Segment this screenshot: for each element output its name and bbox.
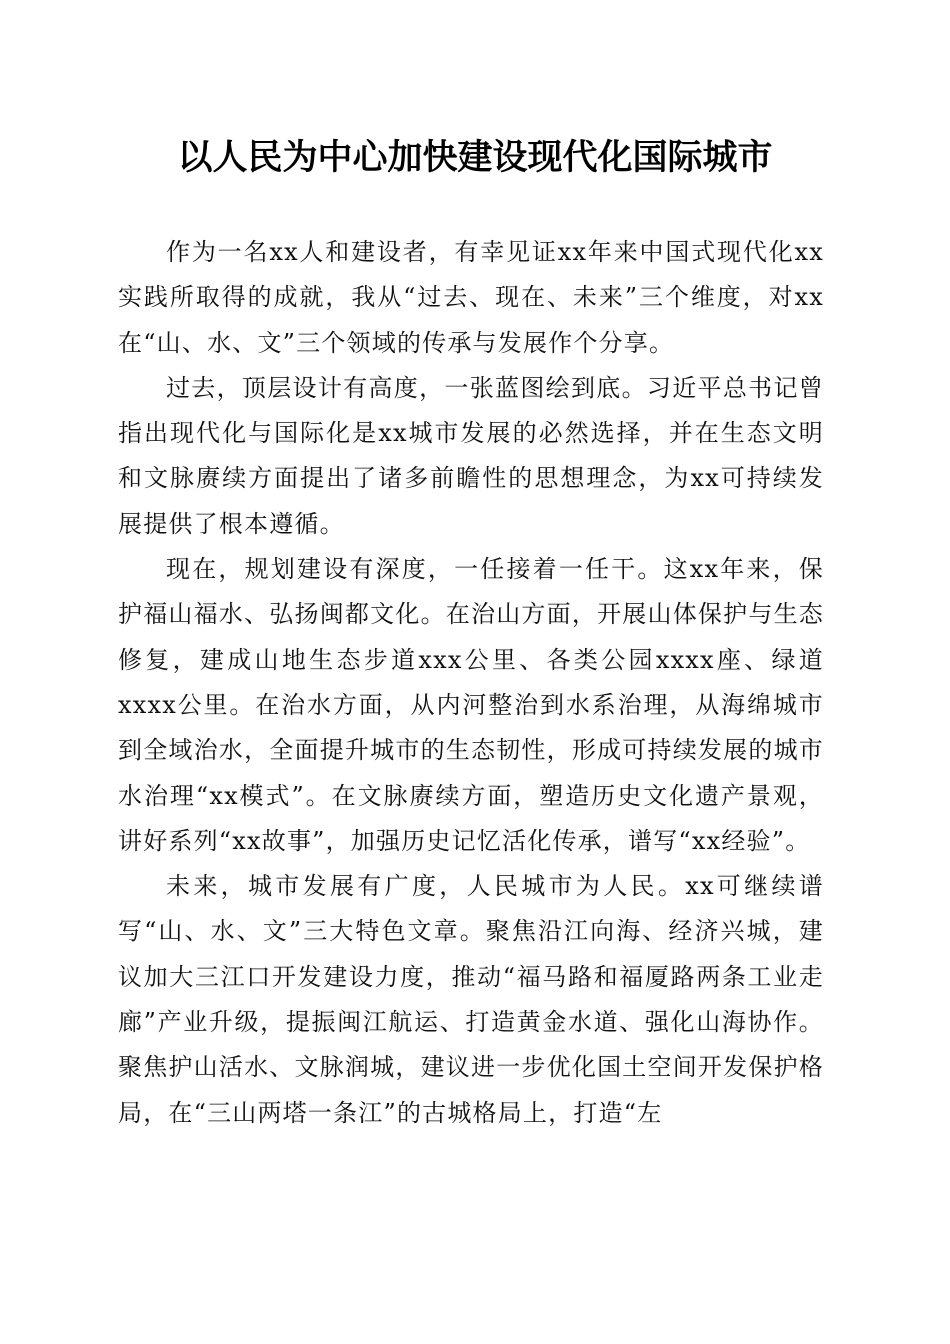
paragraph-intro: 作为一名xx人和建设者，有幸见证xx年来中国式现代化xx实践所取得的成就，我从“过去、现在、未来”三个维度，对xx在“山、水、文”三个领域的传承与发展作个分享。 xyxy=(118,238,824,357)
paragraph-past: 过去，顶层设计有高度，一张蓝图绘到底。习近平总书记曾指出现代化与国际化是xx城市发展的必然选择，并在生态文明和文脉赓续方面提出了诸多前瞻性的思想理念，为xx可持续发展提供了根本遵循。 xyxy=(118,373,824,538)
paragraph-present: 现在，规划建设有深度，一任接着一任干。这xx年来，保护福山福水、弘扬闽都文化。在治山方面，开展山体保护与生态修复，建成山地生态步道xxx公里、各类公园xxxx座、绿道xxxx公里。在治水方面，从内河整治到水系治理，从海绵城市到全域治水，全面提升城市的生态韧性，形成可持续发展的城市水治理“xx模式”。在文脉赓续方面，塑造历史文化遗产景观，讲好系列“xx故事”，加强历史记忆活化传承，谱写“xx经验”。 xyxy=(118,555,824,855)
document-title: 以人民为中心加快建设现代化国际城市 xyxy=(177,137,773,178)
paragraph-future: 未来，城市发展有广度，人民城市为人民。xx可继续谱写“山、水、文”三大特色文章。聚焦沿江向海、经济兴城，建议加大三江口开发建设力度，推动“福马路和福厦路两条工业走廊”产业升级，提振闽江航运、打造黄金水道、强化山海协作。聚焦护山活水、文脉润城，建议进一步优化国土空间开发保护格局，在“三山两塔一条江”的古城格局上，打造“左 xyxy=(118,872,824,1127)
document-body xyxy=(118,230,824,1136)
